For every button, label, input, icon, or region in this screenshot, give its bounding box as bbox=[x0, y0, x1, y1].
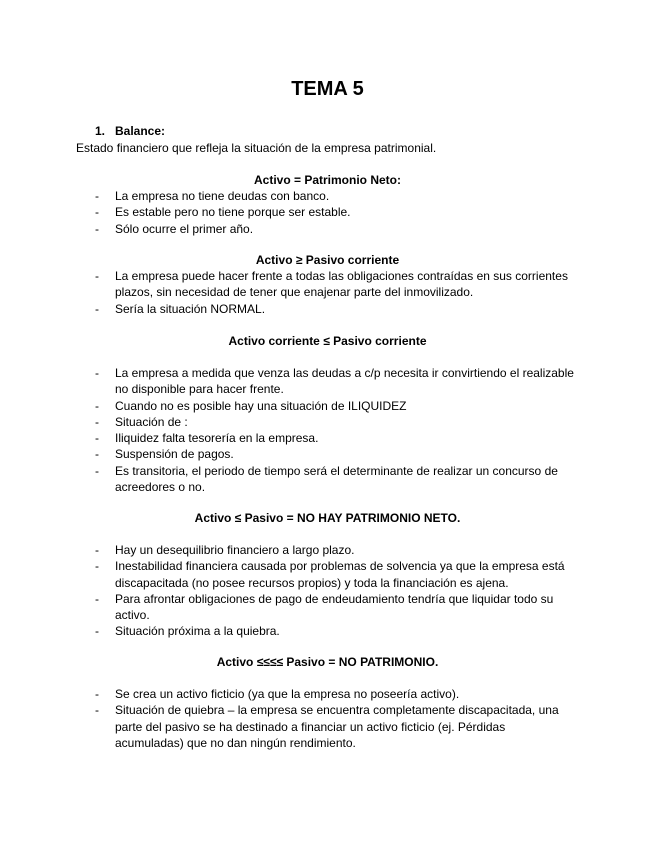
block-heading: Activo ≤≤≤≤ Pasivo = NO PATRIMONIO. bbox=[216, 655, 439, 669]
dash-bullet: - bbox=[95, 189, 99, 203]
list-item: - La empresa no tiene deudas con banco. bbox=[95, 189, 330, 203]
list-item: - Iliquidez falta tesorería en la empresa. bbox=[95, 431, 319, 446]
dash-bullet: - bbox=[95, 591, 99, 606]
list-item: - Cuando no es posible hay una situación de ILIQUIDEZ bbox=[95, 398, 407, 413]
dash-bullet: - bbox=[95, 431, 99, 446]
page-title: TEMA 5 bbox=[291, 78, 364, 100]
dash-bullet: - bbox=[95, 687, 99, 701]
block-heading: Activo = Patrimonio Neto: bbox=[253, 173, 402, 187]
dash-bullet: - bbox=[95, 221, 99, 236]
list-item: - Es transitoria, el periodo de tiempo será el determinante de realizar un concurso de acreedores o no. bbox=[95, 463, 558, 495]
section-number: 1. bbox=[95, 124, 106, 138]
list-item: - Situación de quiebra – la empresa se encuentra completamente discapacitada, una parte del pasivo se ha destinado a financiar un activo ficticio (ej. Pérdidas acumuladas) que no dan ningún rendimiento. bbox=[95, 703, 559, 750]
bullet-list bbox=[0, 365, 655, 495]
list-item: - Se crea un activo ficticio (ya que la empresa no poseería activo). bbox=[95, 687, 460, 701]
bullet-list bbox=[0, 686, 655, 751]
dash-bullet: - bbox=[95, 398, 99, 413]
dash-bullet: - bbox=[95, 543, 99, 557]
list-item: - La empresa a medida que venza las deudas a c/p necesita ir convirtiendo el realizable no disponible para hacer frente. bbox=[95, 366, 574, 397]
dash-bullet: - bbox=[95, 269, 99, 283]
block-heading: Activo ≤ Pasivo = NO HAY PATRIMONIO NETO. bbox=[194, 511, 461, 525]
dash-bullet: - bbox=[95, 414, 99, 429]
dash-bullet: - bbox=[95, 301, 99, 316]
dash-bullet: - bbox=[95, 559, 99, 574]
dash-bullet: - bbox=[95, 463, 99, 478]
list-item: - Hay un desequilibrio financiero a largo plazo. bbox=[95, 543, 355, 557]
bullet-list bbox=[0, 188, 655, 237]
list-item: - La empresa puede hacer frente a todas las obligaciones contraídas en sus corrientes plazos, sin necesidad de tener que enajenar parte del inmovilizado. bbox=[95, 269, 568, 300]
bullet-list bbox=[0, 268, 655, 317]
list-item: - Para afrontar obligaciones de pago de endeudamiento tendría que liquidar todo su activo. bbox=[95, 591, 554, 623]
list-item: - Situación próxima a la quiebra. bbox=[95, 624, 280, 639]
dash-bullet: - bbox=[95, 366, 99, 380]
list-item: - Suspensión de pagos. bbox=[95, 447, 234, 462]
list-item: - Situación de : bbox=[95, 414, 188, 429]
list-item: - Inestabilidad financiera causada por problemas de solvencia ya que la empresa está discapacitada (no posee recursos propios) y toda la financiación es ajena. bbox=[95, 559, 565, 590]
dash-bullet: - bbox=[95, 447, 99, 462]
intro-paragraph: Estado financiero que refleja la situación de la empresa patrimonial. bbox=[76, 141, 437, 155]
bullet-list bbox=[0, 542, 655, 640]
dash-bullet: - bbox=[95, 624, 99, 639]
dash-bullet: - bbox=[95, 205, 99, 220]
section-heading bbox=[95, 124, 165, 139]
block-heading: Activo ≥ Pasivo corriente bbox=[255, 253, 400, 267]
list-item: - Sería la situación NORMAL. bbox=[95, 301, 266, 316]
dash-bullet: - bbox=[95, 703, 99, 718]
section-label: Balance: bbox=[115, 124, 166, 138]
list-item: - Es estable pero no tiene porque ser estable. bbox=[95, 205, 351, 220]
list-item: - Sólo ocurre el primer año. bbox=[95, 221, 254, 236]
block-heading: Activo corriente ≤ Pasivo corriente bbox=[228, 334, 427, 348]
